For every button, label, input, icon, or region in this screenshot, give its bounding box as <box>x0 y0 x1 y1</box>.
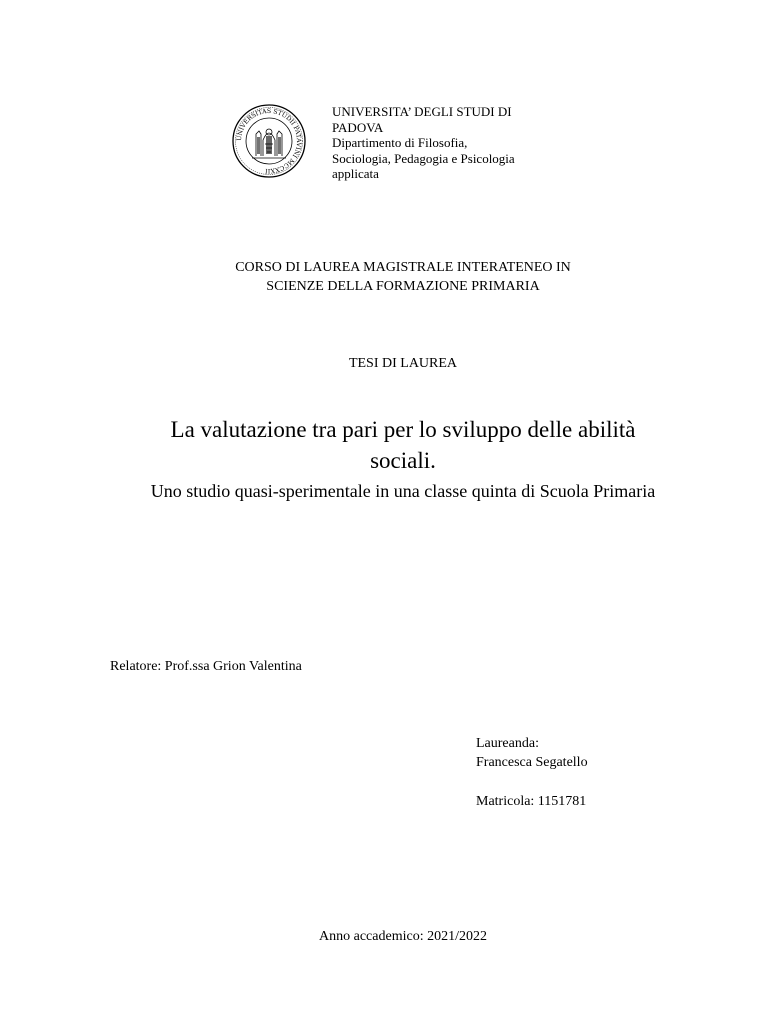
course-line1: CORSO DI LAUREA MAGISTRALE INTERATENEO IN <box>235 260 571 275</box>
department-line1: Dipartimento di Filosofia, <box>332 135 468 150</box>
thesis-title <box>0 414 770 476</box>
candidate-label: Laureanda: <box>476 736 539 751</box>
student-id: Matricola: 1151781 <box>476 794 587 809</box>
candidate-block <box>476 734 588 772</box>
university-name-line2: PADOVA <box>332 119 384 135</box>
university-header <box>332 104 562 182</box>
academic-year: Anno accademico: 2021/2022 <box>319 929 487 944</box>
department-line2: Sociologia, Pedagogia e Psicologia <box>332 150 515 166</box>
svg-text:UNIVERSITAS STUDII PATAVINI MC: UNIVERSITAS STUDII PATAVINI MCCXXII <box>235 107 303 175</box>
course-title <box>0 258 770 296</box>
thesis-label: TESI DI LAUREA <box>348 356 458 371</box>
thesis-title-line2: sociali. <box>370 448 436 473</box>
department-line3: applicata <box>332 166 379 181</box>
thesis-subtitle: Uno studio quasi-sperimentale in una classe quinta di Scuola Primaria <box>150 481 656 501</box>
candidate-name: Francesca Segatello <box>476 755 588 770</box>
course-line2: SCIENZE DELLA FORMAZIONE PRIMARIA <box>266 279 540 294</box>
supervisor: Relatore: Prof.ssa Grion Valentina <box>110 659 302 674</box>
university-name-line1: UNIVERSITA’ DEGLI STUDI DI <box>332 104 512 119</box>
thesis-title-line1: La valutazione tra pari per lo sviluppo delle abilità <box>170 417 636 442</box>
university-seal-icon <box>232 104 306 178</box>
